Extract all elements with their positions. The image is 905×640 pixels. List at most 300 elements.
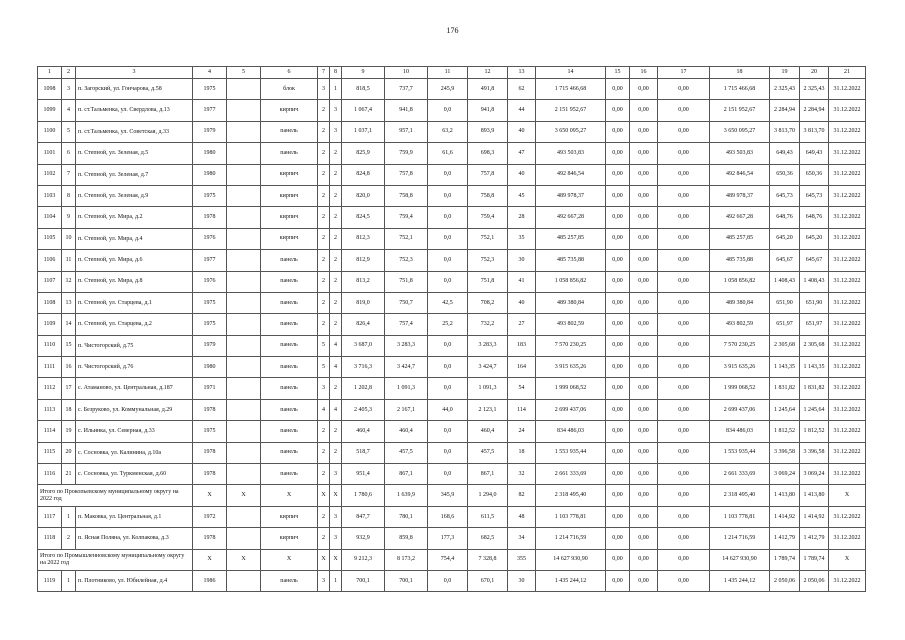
table-cell: 183 bbox=[508, 335, 536, 356]
table-cell: 28 bbox=[508, 207, 536, 228]
table-cell: 164 bbox=[508, 357, 536, 378]
table-cell: 0,00 bbox=[630, 100, 658, 121]
table-cell: 3 396,58 bbox=[770, 442, 800, 463]
column-header: 2 bbox=[62, 67, 76, 79]
table-cell bbox=[227, 79, 261, 100]
table-cell: 0,00 bbox=[658, 228, 710, 249]
table-cell: 708,2 bbox=[468, 292, 508, 313]
table-cell: 0,00 bbox=[606, 314, 630, 335]
table-cell: 812,3 bbox=[342, 228, 385, 249]
table-cell: 758,8 bbox=[385, 185, 428, 206]
column-header: 3 bbox=[76, 67, 193, 79]
table-cell bbox=[227, 335, 261, 356]
table-cell: 941,8 bbox=[468, 100, 508, 121]
column-header: 16 bbox=[630, 67, 658, 79]
table-cell: 3 bbox=[318, 79, 330, 100]
table-cell: 0,00 bbox=[658, 335, 710, 356]
table-row bbox=[38, 250, 866, 271]
table-cell: 31.12.2022 bbox=[829, 207, 866, 228]
table-cell: 20 bbox=[62, 442, 76, 463]
table-cell: 32 bbox=[508, 464, 536, 485]
table-cell: 3 915 635,26 bbox=[536, 357, 606, 378]
table-cell: 457,5 bbox=[468, 442, 508, 463]
table-cell: 0,00 bbox=[606, 250, 630, 271]
table-cell: 3 bbox=[330, 528, 342, 549]
table-cell: 18 bbox=[62, 399, 76, 420]
table-cell: п. Степной, ул. Мира, д.4 bbox=[76, 228, 193, 249]
table-cell: 0,0 bbox=[428, 164, 468, 185]
table-cell: 0,00 bbox=[658, 79, 710, 100]
table-cell: 1 037,1 bbox=[342, 121, 385, 142]
table-cell: 0,00 bbox=[630, 335, 658, 356]
table-cell: 16 bbox=[62, 357, 76, 378]
housing-table bbox=[37, 66, 866, 592]
table-cell: панель bbox=[261, 378, 318, 399]
table-cell: 40 bbox=[508, 292, 536, 313]
column-header: 9 bbox=[342, 67, 385, 79]
table-cell: панель bbox=[261, 442, 318, 463]
table-cell: 460,4 bbox=[342, 421, 385, 442]
table-cell: 2 305,68 bbox=[770, 335, 800, 356]
table-cell: 0,0 bbox=[428, 100, 468, 121]
column-header: 11 bbox=[428, 67, 468, 79]
table-cell: п. Чистогорский, д.76 bbox=[76, 357, 193, 378]
table-cell: 0,00 bbox=[630, 292, 658, 313]
table-cell: панель bbox=[261, 314, 318, 335]
table-cell: 2 151 952,67 bbox=[536, 100, 606, 121]
table-cell: 2 318 495,40 bbox=[710, 485, 770, 506]
table-cell: 1 413,80 bbox=[800, 485, 829, 506]
table-cell: 1978 bbox=[193, 528, 227, 549]
table-cell: 834 486,03 bbox=[536, 421, 606, 442]
table-cell: 2 bbox=[318, 143, 330, 164]
table-cell: 0,00 bbox=[606, 79, 630, 100]
table-cell: 0,00 bbox=[658, 485, 710, 506]
table-cell: 61,6 bbox=[428, 143, 468, 164]
table-cell: 0,00 bbox=[658, 271, 710, 292]
table-cell: с. Ильинка, ул. Северная, д.33 bbox=[76, 421, 193, 442]
table-cell: 0,0 bbox=[428, 228, 468, 249]
table-cell: 752,1 bbox=[468, 228, 508, 249]
table-cell: 457,5 bbox=[385, 442, 428, 463]
table-cell: 0,00 bbox=[658, 570, 710, 591]
table-cell: 14 627 930,90 bbox=[710, 549, 770, 570]
table-cell: 40 bbox=[508, 164, 536, 185]
table-cell: 0,00 bbox=[630, 228, 658, 249]
table-cell: 31.12.2022 bbox=[829, 399, 866, 420]
table-cell: 824,5 bbox=[342, 207, 385, 228]
table-cell: 0,00 bbox=[606, 143, 630, 164]
table-cell: с. Сосновка, ул. Калинина, д.10а bbox=[76, 442, 193, 463]
column-header: 5 bbox=[227, 67, 261, 79]
table-cell: 1976 bbox=[193, 271, 227, 292]
table-cell: 1105 bbox=[38, 228, 62, 249]
table-cell: 0,00 bbox=[630, 250, 658, 271]
table-cell: 0,0 bbox=[428, 464, 468, 485]
table-cell: 25,2 bbox=[428, 314, 468, 335]
table-cell: кирпич bbox=[261, 185, 318, 206]
table-cell: 2 318 495,40 bbox=[536, 485, 606, 506]
table-cell: 1980 bbox=[193, 143, 227, 164]
table-cell: 645,73 bbox=[800, 185, 829, 206]
table-cell: 0,00 bbox=[630, 79, 658, 100]
table-cell: 1 143,35 bbox=[770, 357, 800, 378]
table-cell: 0,00 bbox=[606, 549, 630, 570]
table-cell: X bbox=[330, 549, 342, 570]
table-cell: 645,20 bbox=[770, 228, 800, 249]
table-cell: 0,00 bbox=[658, 378, 710, 399]
table-cell: 0,00 bbox=[606, 570, 630, 591]
table-cell: 82 bbox=[508, 485, 536, 506]
table-cell: 1 812,52 bbox=[770, 421, 800, 442]
table-cell: 752,3 bbox=[468, 250, 508, 271]
table-cell: 31.12.2022 bbox=[829, 357, 866, 378]
table-cell: 0,00 bbox=[606, 228, 630, 249]
table-cell: панель bbox=[261, 399, 318, 420]
table-cell: 826,4 bbox=[342, 314, 385, 335]
table-cell: 957,1 bbox=[385, 121, 428, 142]
table-cell: 2 bbox=[330, 228, 342, 249]
table-cell: 35 bbox=[508, 228, 536, 249]
table-cell: 0,00 bbox=[630, 506, 658, 527]
column-header: 12 bbox=[468, 67, 508, 79]
table-cell bbox=[227, 399, 261, 420]
table-cell: 2 284,94 bbox=[770, 100, 800, 121]
table-cell: панель bbox=[261, 357, 318, 378]
table-cell: 3 650 095,27 bbox=[710, 121, 770, 142]
table-row bbox=[38, 121, 866, 142]
table-cell: 2 bbox=[330, 207, 342, 228]
table-cell: 11 bbox=[62, 250, 76, 271]
table-cell: 2 050,06 bbox=[770, 570, 800, 591]
table-cell: 780,1 bbox=[385, 506, 428, 527]
table-cell: 0,00 bbox=[630, 357, 658, 378]
table-cell: п. Степной, ул. Зеленая, д.9 bbox=[76, 185, 193, 206]
total-label: Итого по Прокопьевскому муниципальному округу на 2022 год bbox=[38, 485, 193, 506]
table-row bbox=[38, 207, 866, 228]
table-cell: 31.12.2022 bbox=[829, 121, 866, 142]
table-cell: 0,00 bbox=[630, 185, 658, 206]
table-cell: 44 bbox=[508, 100, 536, 121]
table-cell: 1 414,92 bbox=[800, 506, 829, 527]
table-cell: 27 bbox=[508, 314, 536, 335]
table-cell: 645,67 bbox=[800, 250, 829, 271]
table-row bbox=[38, 442, 866, 463]
table-cell: 31.12.2022 bbox=[829, 164, 866, 185]
table-cell: 700,1 bbox=[342, 570, 385, 591]
table-cell: 3 bbox=[318, 570, 330, 591]
table-cell: 3 424,7 bbox=[468, 357, 508, 378]
table-cell: 1098 bbox=[38, 79, 62, 100]
table-cell: п. Плотниково, ул. Юбилейная, д.4 bbox=[76, 570, 193, 591]
table-cell: 0,00 bbox=[658, 185, 710, 206]
table-cell: 1 412,79 bbox=[800, 528, 829, 549]
table-cell: п. Степной, ул. Мира, д.2 bbox=[76, 207, 193, 228]
table-cell: 34 bbox=[508, 528, 536, 549]
table-cell: 732,2 bbox=[468, 314, 508, 335]
table-cell: 0,00 bbox=[630, 399, 658, 420]
table-cell: 2 284,94 bbox=[800, 100, 829, 121]
table-cell: 12 bbox=[62, 271, 76, 292]
table-cell: 6 bbox=[62, 143, 76, 164]
table-cell: 2 bbox=[318, 164, 330, 185]
table-cell: 1 bbox=[330, 570, 342, 591]
table-cell: 3 716,3 bbox=[342, 357, 385, 378]
table-cell: 8 bbox=[62, 185, 76, 206]
table-cell: X bbox=[227, 485, 261, 506]
table-cell: 9 212,3 bbox=[342, 549, 385, 570]
table-cell: 0,00 bbox=[606, 271, 630, 292]
table-cell: 18 bbox=[508, 442, 536, 463]
table-cell: 2 bbox=[318, 271, 330, 292]
table-cell: 1975 bbox=[193, 421, 227, 442]
table-cell: 0,00 bbox=[630, 121, 658, 142]
table-cell: 0,00 bbox=[658, 399, 710, 420]
table-row bbox=[38, 292, 866, 313]
table-cell: 3 069,24 bbox=[800, 464, 829, 485]
table-cell: 1 812,52 bbox=[800, 421, 829, 442]
table-cell: 1 780,6 bbox=[342, 485, 385, 506]
table-cell: 2 325,43 bbox=[800, 79, 829, 100]
table-cell: 24 bbox=[508, 421, 536, 442]
table-cell: 0,00 bbox=[630, 464, 658, 485]
table-cell: 1104 bbox=[38, 207, 62, 228]
table-cell: 0,00 bbox=[658, 121, 710, 142]
table-cell: 31.12.2022 bbox=[829, 250, 866, 271]
table-cell: 0,00 bbox=[658, 250, 710, 271]
table-cell: 737,7 bbox=[385, 79, 428, 100]
table-cell: 0,00 bbox=[630, 570, 658, 591]
table-cell: 9 bbox=[62, 207, 76, 228]
table-cell: 491,8 bbox=[468, 79, 508, 100]
column-header: 6 bbox=[261, 67, 318, 79]
table-cell: 1119 bbox=[38, 570, 62, 591]
table-cell: 750,7 bbox=[385, 292, 428, 313]
table-cell: 2 bbox=[318, 421, 330, 442]
table-cell: 31.12.2022 bbox=[829, 143, 866, 164]
table-cell: 3 bbox=[330, 506, 342, 527]
table-cell: 1975 bbox=[193, 79, 227, 100]
table-cell bbox=[227, 314, 261, 335]
table-cell: 2 bbox=[318, 292, 330, 313]
table-cell: 492 667,28 bbox=[710, 207, 770, 228]
table-cell: 754,4 bbox=[428, 549, 468, 570]
table-cell: панель bbox=[261, 335, 318, 356]
table-cell: 820,0 bbox=[342, 185, 385, 206]
table-cell: 19 bbox=[62, 421, 76, 442]
table-cell: 651,90 bbox=[770, 292, 800, 313]
table-cell: 0,00 bbox=[606, 528, 630, 549]
table-cell: п. Степной, ул. Старцева, д.1 bbox=[76, 292, 193, 313]
table-cell: 493 802,59 bbox=[536, 314, 606, 335]
table-cell: 492 846,54 bbox=[536, 164, 606, 185]
table-cell: 1 058 856,82 bbox=[536, 271, 606, 292]
table-row bbox=[38, 378, 866, 399]
table-cell: 0,00 bbox=[606, 185, 630, 206]
table-cell: панель bbox=[261, 271, 318, 292]
table-cell: 10 bbox=[62, 228, 76, 249]
table-cell: 30 bbox=[508, 250, 536, 271]
table-cell: с. Атаманово, ул. Центральная, д.187 bbox=[76, 378, 193, 399]
table-cell: 824,8 bbox=[342, 164, 385, 185]
table-cell: 1 831,82 bbox=[800, 378, 829, 399]
table-cell: 1 715 466,68 bbox=[536, 79, 606, 100]
table-cell: панель bbox=[261, 292, 318, 313]
column-header: 15 bbox=[606, 67, 630, 79]
table-cell: 0,00 bbox=[606, 164, 630, 185]
table-cell: 1 639,9 bbox=[385, 485, 428, 506]
table-cell: 0,00 bbox=[658, 506, 710, 527]
table-cell: 1107 bbox=[38, 271, 62, 292]
table-cell: 42,5 bbox=[428, 292, 468, 313]
table-cell: 2 bbox=[318, 442, 330, 463]
table-cell: 1110 bbox=[38, 335, 62, 356]
table-cell: 0,00 bbox=[658, 314, 710, 335]
table-cell: 1116 bbox=[38, 464, 62, 485]
table-cell bbox=[227, 506, 261, 527]
table-cell: 951,4 bbox=[342, 464, 385, 485]
table-cell: 21 bbox=[62, 464, 76, 485]
table-cell: 5 bbox=[318, 357, 330, 378]
table-cell: 1 715 466,68 bbox=[710, 79, 770, 100]
table-cell: 2 bbox=[318, 121, 330, 142]
table-cell: 2 050,06 bbox=[800, 570, 829, 591]
table-cell: 1977 bbox=[193, 250, 227, 271]
table-cell: 31.12.2022 bbox=[829, 271, 866, 292]
table-cell: 3 396,58 bbox=[800, 442, 829, 463]
column-header: 1 bbox=[38, 67, 62, 79]
table-cell: 47 bbox=[508, 143, 536, 164]
table-cell: 757,8 bbox=[385, 164, 428, 185]
table-cell bbox=[227, 292, 261, 313]
table-cell: 2 123,1 bbox=[468, 399, 508, 420]
table-row bbox=[38, 143, 866, 164]
table-cell: 0,0 bbox=[428, 442, 468, 463]
table-cell: 493 503,83 bbox=[536, 143, 606, 164]
table-cell: 893,9 bbox=[468, 121, 508, 142]
table-cell: 1 bbox=[330, 79, 342, 100]
table-cell: кирпич bbox=[261, 207, 318, 228]
table-cell: 3 424,7 bbox=[385, 357, 428, 378]
table-cell: 2 bbox=[330, 442, 342, 463]
table-cell: 31.12.2022 bbox=[829, 335, 866, 356]
table-cell: 1 091,3 bbox=[385, 378, 428, 399]
table-cell: 1099 bbox=[38, 100, 62, 121]
table-cell: 1 435 244,12 bbox=[710, 570, 770, 591]
table-cell: 2 bbox=[318, 185, 330, 206]
table-cell: 0,00 bbox=[606, 207, 630, 228]
table-cell: 460,4 bbox=[385, 421, 428, 442]
table-row bbox=[38, 79, 866, 100]
table-cell bbox=[227, 164, 261, 185]
table-cell: 1978 bbox=[193, 399, 227, 420]
total-row bbox=[38, 549, 866, 570]
table-row bbox=[38, 164, 866, 185]
table-cell: 31.12.2022 bbox=[829, 228, 866, 249]
table-cell: 3 bbox=[330, 464, 342, 485]
table-cell: 0,00 bbox=[606, 378, 630, 399]
table-cell: 5 bbox=[62, 121, 76, 142]
table-cell: 813,2 bbox=[342, 271, 385, 292]
table-cell: 1980 bbox=[193, 164, 227, 185]
table-cell: 1976 bbox=[193, 228, 227, 249]
table-cell: X bbox=[193, 549, 227, 570]
table-cell: кирпич bbox=[261, 100, 318, 121]
table-cell: 245,9 bbox=[428, 79, 468, 100]
table-cell: п. Маковка, ул. Центральная, д.1 bbox=[76, 506, 193, 527]
table-cell: 0,00 bbox=[630, 271, 658, 292]
table-cell: 15 bbox=[62, 335, 76, 356]
table-cell: 31.12.2022 bbox=[829, 442, 866, 463]
table-cell: 758,8 bbox=[468, 185, 508, 206]
table-cell: 941,8 bbox=[385, 100, 428, 121]
table-cell: 1 202,8 bbox=[342, 378, 385, 399]
table-cell: 1975 bbox=[193, 292, 227, 313]
table-cell: 3 915 635,26 bbox=[710, 357, 770, 378]
table-cell: 645,67 bbox=[770, 250, 800, 271]
table-cell: 0,00 bbox=[658, 464, 710, 485]
table-cell: 1115 bbox=[38, 442, 62, 463]
column-header: 8 bbox=[330, 67, 342, 79]
table-cell: 2 bbox=[330, 185, 342, 206]
table-cell: 1 058 856,82 bbox=[710, 271, 770, 292]
table-cell: 1 414,92 bbox=[770, 506, 800, 527]
table-cell: 651,97 bbox=[770, 314, 800, 335]
table-row bbox=[38, 314, 866, 335]
table-cell: 1978 bbox=[193, 207, 227, 228]
table-cell: 485 735,88 bbox=[536, 250, 606, 271]
table-cell: 17 bbox=[62, 378, 76, 399]
table-cell: 0,00 bbox=[606, 485, 630, 506]
table-cell: 759,9 bbox=[385, 143, 428, 164]
table-cell: 45 bbox=[508, 185, 536, 206]
table-cell: 31.12.2022 bbox=[829, 464, 866, 485]
column-header: 14 bbox=[536, 67, 606, 79]
table-cell: 31.12.2022 bbox=[829, 185, 866, 206]
table-cell: 867,1 bbox=[385, 464, 428, 485]
table-cell: 0,00 bbox=[658, 528, 710, 549]
table-cell: 1 831,82 bbox=[770, 378, 800, 399]
table-cell: 1 bbox=[62, 506, 76, 527]
table-cell: кирпич bbox=[261, 164, 318, 185]
table-cell: п. Загорский, ул. Гончарова, д.58 bbox=[76, 79, 193, 100]
table-cell: 1 553 935,44 bbox=[710, 442, 770, 463]
table-cell: 31.12.2022 bbox=[829, 506, 866, 527]
table-cell: панель bbox=[261, 421, 318, 442]
table-cell: 485 257,85 bbox=[536, 228, 606, 249]
table-cell: 0,0 bbox=[428, 378, 468, 399]
table-cell: 0,00 bbox=[630, 164, 658, 185]
table-cell: п. Степной, ул. Зеленая, д.5 bbox=[76, 143, 193, 164]
table-cell: 62 bbox=[508, 79, 536, 100]
table-cell: 2 bbox=[318, 207, 330, 228]
table-cell: 2 bbox=[318, 250, 330, 271]
table-cell: 1978 bbox=[193, 442, 227, 463]
table-cell: 114 bbox=[508, 399, 536, 420]
table-cell: 1980 bbox=[193, 357, 227, 378]
table-cell: 1 143,35 bbox=[800, 357, 829, 378]
table-cell: 648,76 bbox=[800, 207, 829, 228]
table-cell: 1117 bbox=[38, 506, 62, 527]
table-cell: 0,00 bbox=[630, 378, 658, 399]
table-cell: 31.12.2022 bbox=[829, 100, 866, 121]
table-cell: 0,0 bbox=[428, 335, 468, 356]
table-cell: 757,8 bbox=[468, 164, 508, 185]
table-cell: 177,3 bbox=[428, 528, 468, 549]
table-cell: панель bbox=[261, 570, 318, 591]
table-cell: X bbox=[318, 549, 330, 570]
table-cell: 2 661 333,69 bbox=[710, 464, 770, 485]
